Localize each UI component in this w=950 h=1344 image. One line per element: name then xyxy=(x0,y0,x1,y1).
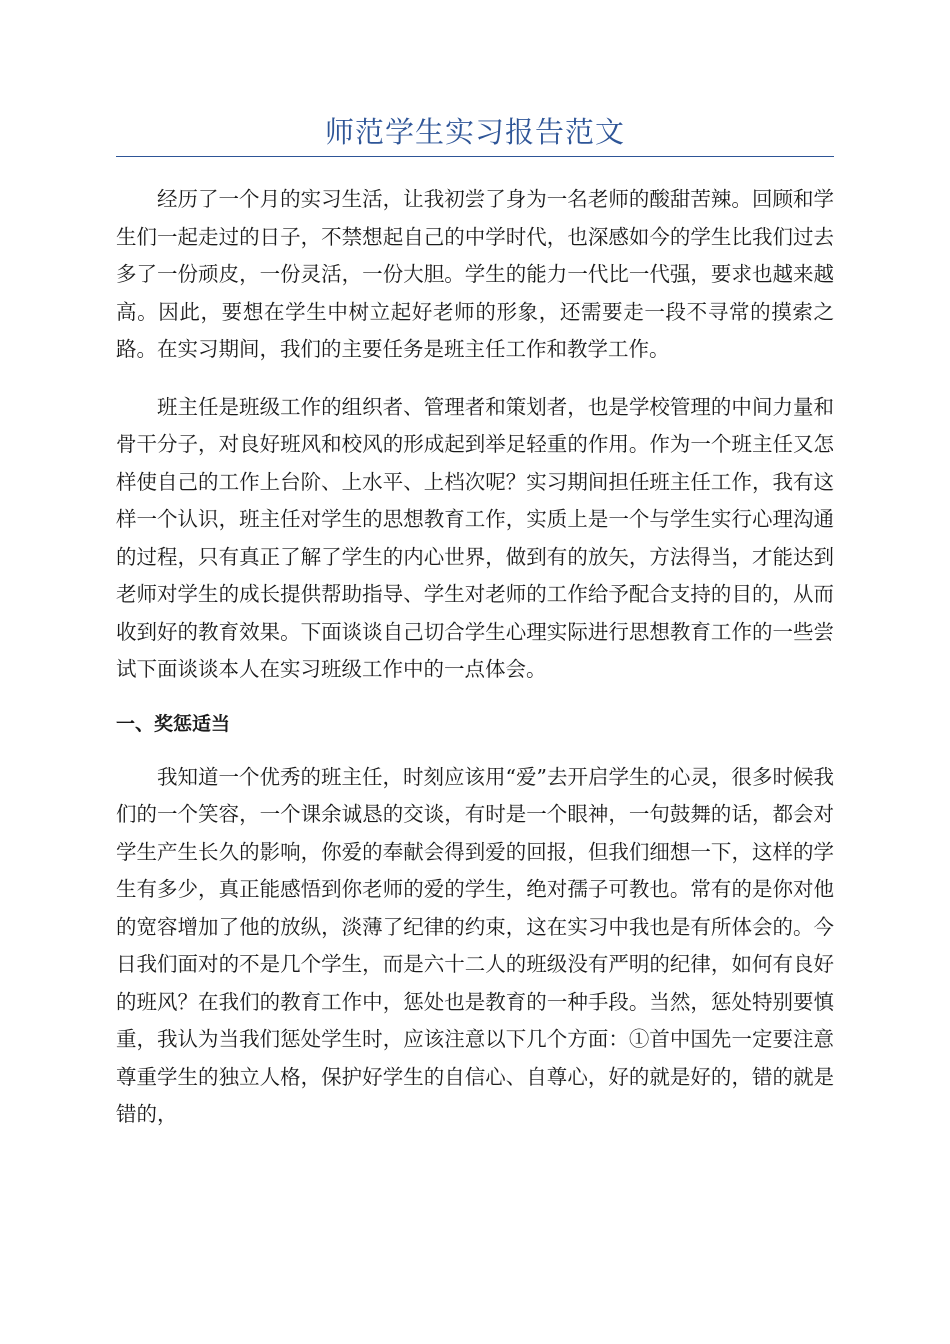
paragraph-head-teacher: 班主任是班级工作的组织者、管理者和策划者，也是学校管理的中间力量和骨干分子，对良好班风和校风的形成起到举足轻重的作用。作为一个班主任又怎样使自己的工作上台阶、上水平、上档次呢？实习期间担任班主任工作，我有这样一个认识，班主任对学生的思想教育工作，实质上是一个与学生实行心理沟通的过程，只有真正了解了学生的内心世界，做到有的放矢，方法得当，才能达到老师对学生的成长提供帮助指导、学生对老师的工作给予配合支持的目的，从而收到好的教育效果。下面谈谈自己切合学生心理实际进行思想教育工作的一些尝试下面谈谈本人在实习班级工作中的一点体会。 xyxy=(116,394,834,681)
document-page xyxy=(116,112,834,1154)
title-block xyxy=(116,112,834,157)
document-title: 师范学生实习报告范文 xyxy=(324,115,625,149)
paragraph-rewards-punishment: 我知道一个优秀的班主任，时刻应该用“爱”去开启学生的心灵，很多时候我们的一个笑容，一个课余诚恳的交谈，有时是一个眼神，一句鼓舞的话，都会对学生产生长久的影响，你爱的奉献会得到爱的回报，但我们细想一下，这样的学生有多少，真正能感悟到你老师的爱的学生，绝对孺子可教也。常有的是你对他的宽容增加了他的放纵，淡薄了纪律的约束，这在实习中我也是有所体会的。今日我们面对的不是几个学生，而是六十二人的班级没有严明的纪律，如何有良好的班风？在我们的教育工作中，惩处也是教育的一种手段。当然，惩处特别要慎重，我认为当我们惩处学生时，应该注意以下几个方面：①首中国先一定要注意尊重学生的独立人格，保护好学生的自信心、自尊心，好的就是好的，错的就是错的， xyxy=(116,764,834,1126)
section-heading-rewards-punishment: 一、奖惩适当 xyxy=(116,712,231,735)
paragraph-intro: 经历了一个月的实习生活，让我初尝了身为一名老师的酸甜苦辣。回顾和学生们一起走过的日子，不禁想起自己的中学时代，也深感如今的学生比我们过去多了一份顽皮，一份灵活，一份大胆。学生的能力一代比一代强，要求也越来越高。因此，要想在学生中树立起好老师的形象，还需要走一段不寻常的摸索之路。在实习期间，我们的主要任务是班主任工作和教学工作。 xyxy=(116,187,834,361)
